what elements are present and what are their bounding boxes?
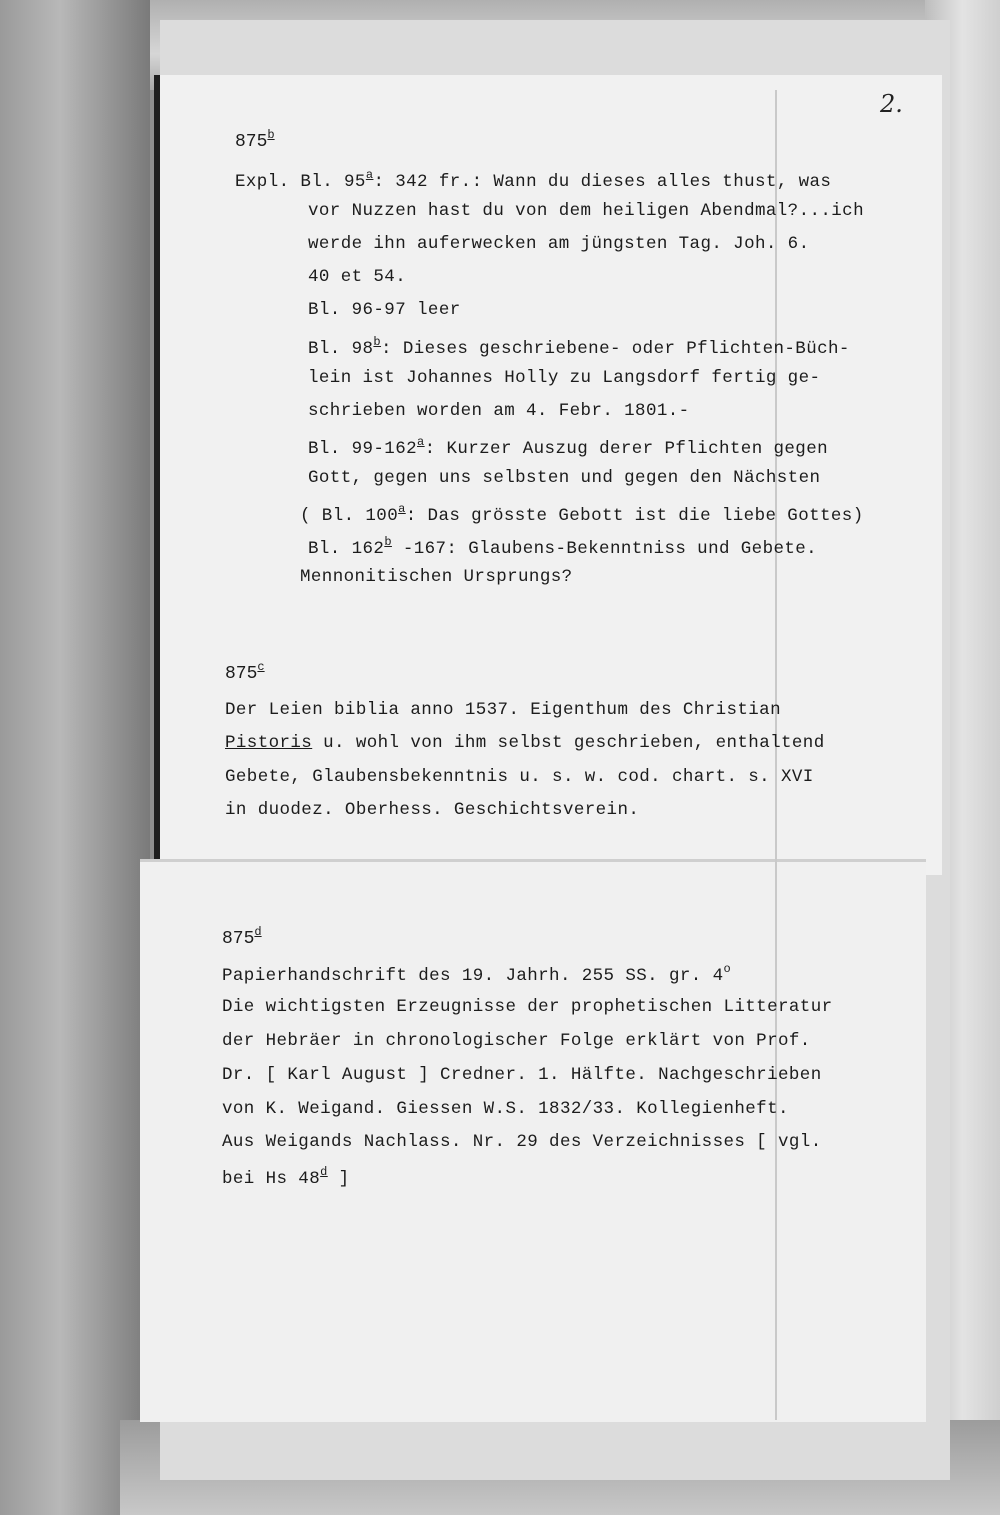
entry-d-line-1: Papierhandschrift des 19. Jahrh. 255 SS. gr. 4$^o$ xyxy=(222,962,732,986)
scan-background-left xyxy=(0,0,150,1515)
entry-b-line-4: 40 et 54. xyxy=(308,267,407,287)
entry-c-line-2: Pistoris u. wohl von ihm selbst geschrieben, enthaltend xyxy=(225,733,825,753)
entry-b-line-13: Mennonitischen Ursprungs? xyxy=(300,567,573,587)
entry-d-line-7: bei Hs 48$^d$ ] xyxy=(222,1165,350,1189)
entry-b-line-10: Gott, gegen uns selbsten und gegen den Nächsten xyxy=(308,468,821,488)
page-number: 2. xyxy=(880,90,903,118)
entry-b-line-2: vor Nuzzen hast du von dem heiligen Abendmal?...ich xyxy=(308,201,864,221)
entry-b-line-1: Expl. Bl. 95$^a$: 342 fr.: Wann du dieses alles thust, was xyxy=(235,168,832,192)
entry-c-line-4: in duodez. Oberhess. Geschichtsverein. xyxy=(225,800,640,820)
entry-b-line-12: Bl. 162$^b$ -167: Glaubens-Bekenntniss und Gebete. xyxy=(308,535,818,559)
entry-b-line-8: schrieben worden am 4. Febr. 1801.- xyxy=(308,401,690,421)
card-fold-line xyxy=(775,90,777,1420)
entry-c-line-3: Gebete, Glaubensbekenntnis u. s. w. cod. chart. s. XVI xyxy=(225,767,814,787)
entry-d-line-4: Dr. [ Karl August ] Credner. 1. Hälfte. Nachgeschrieben xyxy=(222,1065,822,1085)
entry-b-line-7: lein ist Johannes Holly zu Langsdorf fertig ge- xyxy=(308,368,821,388)
entry-b-line-6: Bl. 98$^b$: Dieses geschriebene- oder Pflichten-Büch- xyxy=(308,335,850,359)
entry-b-line-3: werde ihn auferwecken am jüngsten Tag. Joh. 6. xyxy=(308,234,810,254)
entry-b-number: 875$^b$ xyxy=(235,128,275,152)
entry-b-line-11: ( Bl. 100$^a$: Das grösste Gebott ist die liebe Gottes) xyxy=(300,502,864,526)
entry-d-line-6: Aus Weigands Nachlass. Nr. 29 des Verzeichnisses [ vgl. xyxy=(222,1132,822,1152)
entry-b-line-9: Bl. 99-162$^a$: Kurzer Auszug derer Pflichten gegen xyxy=(308,435,829,459)
entry-d-line-2: Die wichtigsten Erzeugnisse der prophetischen Litteratur xyxy=(222,997,833,1017)
entry-d-line-3: der Hebräer in chronologischer Folge erklärt von Prof. xyxy=(222,1031,811,1051)
entry-d-number: 875$^d$ xyxy=(222,925,262,949)
entry-c-number: 875$^c$ xyxy=(225,660,265,684)
entry-c-line-1: Der Leien biblia anno 1537. Eigenthum des Christian xyxy=(225,700,781,720)
entry-d-line-5: von K. Weigand. Giessen W.S. 1832/33. Kollegienheft. xyxy=(222,1099,789,1119)
entry-b-line-5: Bl. 96-97 leer xyxy=(308,300,461,320)
